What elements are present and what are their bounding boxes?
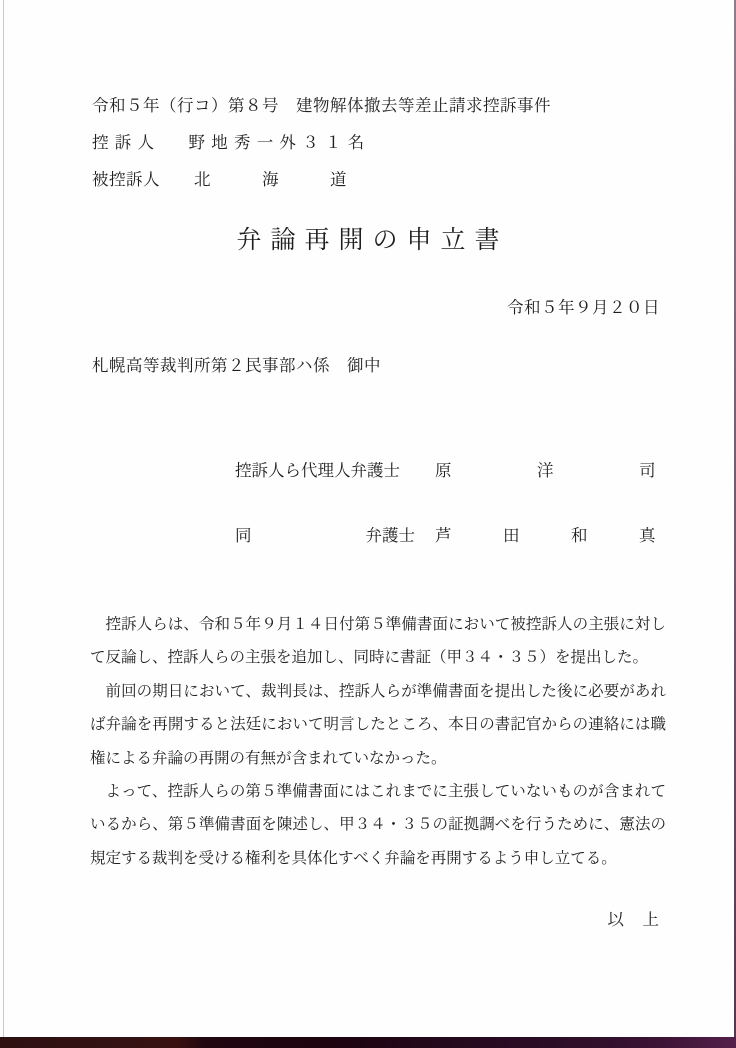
court-addressee-line: 札幌高等裁判所第２民事部ハ係 御中 xyxy=(92,356,381,375)
left-scan-edge-line xyxy=(3,0,4,1048)
appellant-line: 控 訴 人 野 地 秀 一 外 ３ １ 名 xyxy=(92,133,365,152)
signature-row-attorney-1 xyxy=(235,457,656,481)
signature-role xyxy=(235,522,415,546)
appellee-line: 被控訴人 北 海 道 xyxy=(92,170,347,189)
signature-row-attorney-2 xyxy=(235,522,656,546)
signature-role-right: 弁護士 xyxy=(365,526,415,545)
bottom-scan-bar xyxy=(0,1037,736,1048)
body-paragraph: 前回の期日において、裁判長は、控訴人らが準備書面を提出した後に必要があれば弁論を再開すると法廷において明言したところ、本日の書記官からの連絡には職権による弁論の再開の有無が含まれていなかった。 xyxy=(90,681,666,767)
body-paragraph: 控訴人らは、令和５年９月１４日付第５準備書面において被控訴人の主張に対して反論し、控訴人らの主張を追加し、同時に書証（甲３４・３５）を提出した。 xyxy=(90,615,666,667)
document-date: 令和５年９月２０日 xyxy=(507,298,660,317)
closing-mark: 以 上 xyxy=(607,910,660,929)
signature-role xyxy=(235,457,415,481)
signature-name: 芦 田 和 真 xyxy=(435,526,656,545)
signature-name: 原 洋 司 xyxy=(435,461,656,480)
document-title: 弁論再開の申立書 xyxy=(236,225,509,254)
document-body xyxy=(90,608,666,875)
body-paragraph: よって、控訴人らの第５準備書面にはこれまでに主張していないものが含まれているから、第５準備書面を陳述し、甲３４・３５の証拠調べを行うために、憲法の規定する裁判を受ける権利を具体化すべく弁論を再開するよう申し立てる。 xyxy=(90,782,666,867)
signature-role-left: 控訴人ら代理人弁護士 xyxy=(235,461,400,480)
case-number-line: 令和５年（行コ）第８号 建物解体撤去等差止請求控訴事件 xyxy=(92,96,551,115)
signature-role-left: 同 xyxy=(235,526,252,545)
